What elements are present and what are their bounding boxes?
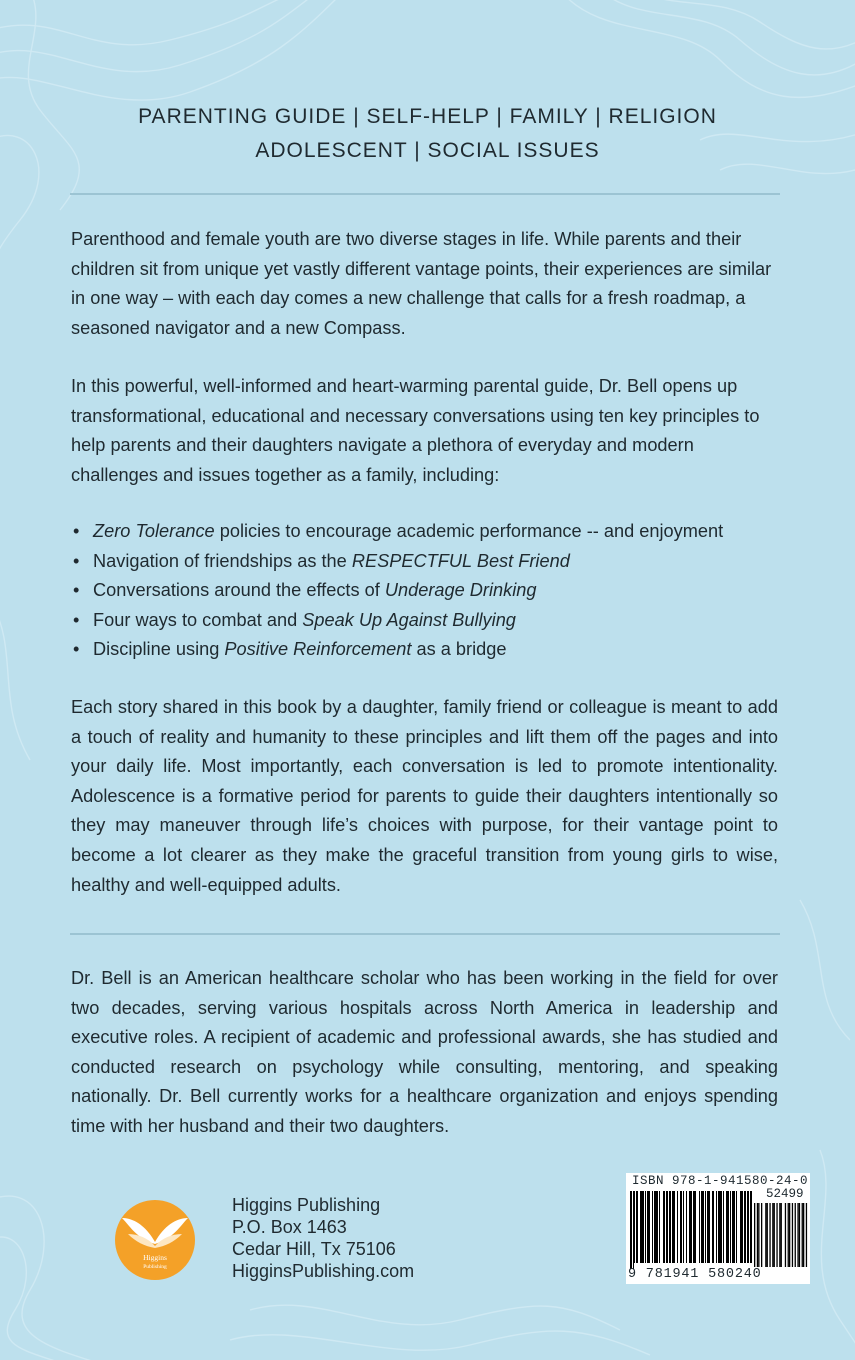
publisher-name: Higgins Publishing [232, 1195, 381, 1215]
list-item: • Zero Tolerance policies to encourage academic performance -- and enjoyment [71, 517, 778, 547]
list-item: • Four ways to combat and Speak Up Against Bullying [71, 606, 778, 636]
publisher-city: Cedar Hill, Tx 75106 [232, 1239, 396, 1259]
barcode-bar [683, 1191, 684, 1263]
addon-bar [758, 1203, 759, 1267]
addon-bar [797, 1203, 798, 1267]
barcode-bar [633, 1191, 634, 1269]
barcode-bar [659, 1191, 660, 1263]
publisher-box: P.O. Box 1463 [232, 1217, 347, 1237]
barcode-bar [630, 1191, 632, 1269]
barcode-bar [681, 1191, 682, 1263]
barcode-bar [694, 1191, 695, 1263]
addon-bar [774, 1203, 775, 1267]
addon-bar [779, 1203, 780, 1267]
barcode-bar [736, 1191, 737, 1263]
addon-bar [757, 1203, 758, 1267]
addon-bar [792, 1203, 793, 1267]
barcode-bar [657, 1191, 658, 1263]
barcode-bar [741, 1191, 742, 1263]
barcode-bar [732, 1191, 734, 1263]
barcode-bar [677, 1191, 678, 1263]
addon-bar [761, 1203, 762, 1267]
emphasis: Zero Tolerance [93, 521, 215, 541]
list-item: • Discipline using Positive Reinforcement as a bridge [71, 635, 778, 665]
barcode-bar [670, 1191, 671, 1263]
barcode-bar [672, 1191, 674, 1263]
author-bio: Dr. Bell is an American healthcare scholar who has been working in the field for over two decades, serving various hospitals across North America in leadership and executive roles. A recipient of academic and professional awards, she has studied and conducted research on psychology while consulting, mentoring, and speaking nationally. Dr. Bell currently works for a healthcare organization and enjoys spending time with her husband and their two daughters. [71, 968, 778, 1136]
bullet-icon: • [73, 550, 80, 571]
divider-bottom [70, 933, 780, 935]
barcode-bar [666, 1191, 668, 1263]
barcode-bar [680, 1191, 681, 1263]
barcode-bar [701, 1191, 702, 1263]
barcode-bar [707, 1191, 708, 1263]
barcode-bar [730, 1191, 731, 1263]
barcode-bar [652, 1191, 653, 1263]
category-line-1: PARENTING GUIDE | SELF-HELP | FAMILY | RELIGION [138, 105, 717, 128]
bullet-icon: • [73, 580, 80, 601]
publisher-web: HigginsPublishing.com [232, 1261, 415, 1281]
barcode-bar [634, 1191, 635, 1263]
addon-bar [785, 1203, 786, 1267]
barcode-bar [740, 1191, 741, 1263]
barcode-bar [705, 1191, 706, 1263]
story-paragraph: Each story shared in this book by a daughter, family friend or colleague is meant to add a touch of reality and humanity to these principles and lift them off the pages and into your daily life. Most importantly, each conversation is led to promote intentionality. Adolescence is a formative period for parents to guide their daughters intentionally so they may maneuver through life’s choices with purpose, for their vantage point to become a lot clearer as they make the graceful transition from young girls to wise, healthy and well-equipped adults. [71, 697, 778, 895]
barcode-bar [686, 1191, 687, 1263]
intro-paragraph: Parenthood and female youth are two diverse stages in life. While parents and their children sit from unique yet vastly different vantage points, their experiences are similar in one way – with each day comes a new challenge that calls for a fresh roadmap, a seasoned navigator and a new Compass. [71, 229, 772, 338]
barcode-bar [640, 1191, 641, 1263]
barcode-bar [702, 1191, 704, 1263]
barcode-bar [708, 1191, 710, 1263]
barcode-bar [648, 1191, 650, 1263]
barcode-bar [742, 1191, 743, 1263]
addon-bar [769, 1203, 770, 1267]
barcode-bar [723, 1191, 724, 1263]
addon-bar [788, 1203, 789, 1267]
publisher-logo [112, 1200, 198, 1280]
barcode-bar [669, 1191, 670, 1263]
barcode-bar [713, 1191, 714, 1263]
logo-text-1: Higgins [143, 1253, 167, 1262]
barcode-bar [693, 1191, 694, 1263]
ean-number: 9 781941 580240 [628, 1267, 762, 1282]
addon-bar [806, 1203, 807, 1267]
barcode-bar [716, 1191, 717, 1263]
isbn-barcode [626, 1173, 810, 1284]
addon-bar [795, 1203, 796, 1267]
barcode-bar [720, 1191, 722, 1263]
addon-bar [772, 1203, 773, 1267]
principle-list [71, 517, 778, 665]
bullet-icon: • [73, 639, 80, 660]
barcode-bar [748, 1191, 749, 1263]
addon-bar [799, 1203, 800, 1267]
barcode-bar [689, 1191, 690, 1263]
category-line-2: ADOLESCENT | SOCIAL ISSUES [255, 139, 600, 162]
barcode-bar [690, 1191, 692, 1263]
barcode-bar [663, 1191, 664, 1263]
list-item: • Conversations around the effects of Underage Drinking [71, 576, 778, 606]
barcode-bar [744, 1191, 746, 1263]
barcode-bar [718, 1191, 719, 1263]
price-code: 52499 [766, 1187, 804, 1201]
divider-top [70, 193, 780, 195]
addon-bar [765, 1203, 766, 1267]
barcode-bar [645, 1191, 646, 1263]
publisher-address [232, 1194, 414, 1282]
barcode-bar [712, 1191, 713, 1263]
barcode-bar [750, 1191, 752, 1263]
emphasis: Underage Drinking [384, 580, 537, 601]
emphasis: Positive Reinforcement [224, 639, 412, 660]
barcode-bar [641, 1191, 642, 1263]
addon-bar [803, 1203, 804, 1267]
barcode-bar [719, 1191, 720, 1263]
addon-bar [767, 1203, 768, 1267]
emphasis: RESPECTFUL Best Friend [351, 550, 570, 571]
barcode-bar [642, 1191, 644, 1263]
list-item: • Navigation of friendships as the RESPECTFUL Best Friend [71, 547, 778, 577]
barcode-bar [734, 1191, 735, 1263]
barcode-bar [726, 1191, 728, 1263]
emphasis: Speak Up Against Bullying [302, 609, 516, 630]
addon-bar [802, 1203, 803, 1267]
guide-paragraph: In this powerful, well-informed and heart-warming parental guide, Dr. Bell opens up transformational, educational and necessary conversations using ten key principles to help parents and their daughters navigate a plethora of everyday and modern challenges and issues together as a family, including: [71, 376, 760, 485]
barcode-bar [699, 1191, 700, 1263]
barcode-bar [728, 1191, 729, 1263]
isbn-number: ISBN 978-1-941580-24-0 [632, 1174, 809, 1188]
category-list [0, 100, 855, 168]
barcode-bar [664, 1191, 665, 1263]
barcode-bar [636, 1191, 638, 1263]
bullet-icon: • [73, 609, 80, 630]
addon-bar [776, 1203, 777, 1267]
barcode-bar [674, 1191, 675, 1263]
bullet-icon: • [73, 521, 80, 541]
barcode-bar [654, 1191, 656, 1263]
barcode-bar [647, 1191, 648, 1263]
logo-text-2: Publishing [143, 1264, 167, 1270]
addon-bar [789, 1203, 790, 1267]
barcode-bar [695, 1191, 696, 1263]
barcode-bar [656, 1191, 657, 1263]
barcode-bar [747, 1191, 748, 1263]
addon-bar [781, 1203, 782, 1267]
addon-bar [754, 1203, 755, 1267]
